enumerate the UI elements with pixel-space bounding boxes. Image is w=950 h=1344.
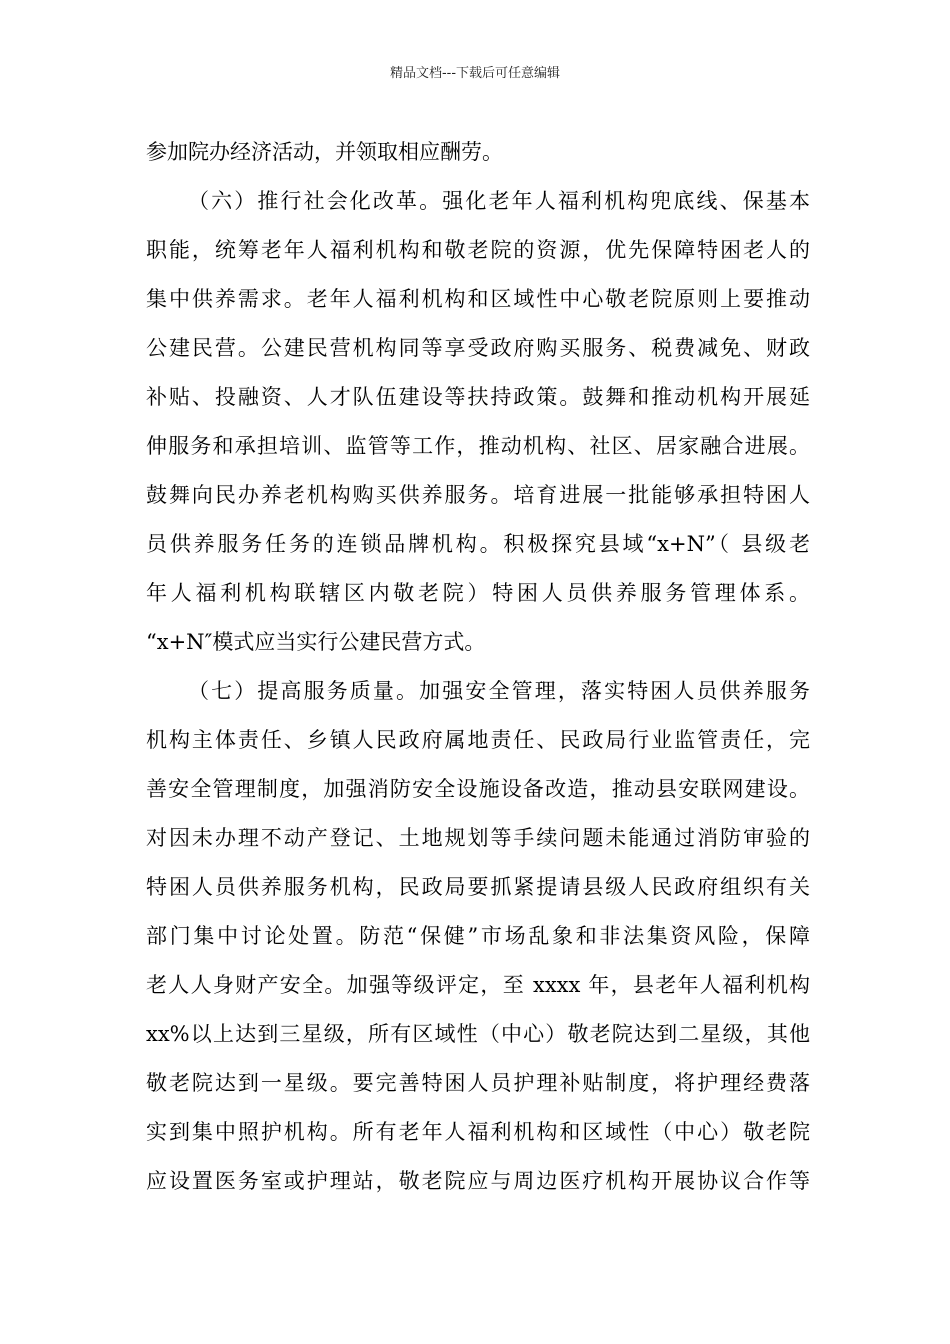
text-line: 部门集中讨论处置。防范“保健”市场乱象和非法集资风险，保障 [146, 924, 810, 948]
text-line: 参加院办经济活动，并领取相应酬劳。 [146, 140, 503, 164]
text-line: 年人福利机构联辖区内敬老院）特困人员供养服务管理体系。 [146, 581, 810, 605]
paragraph-seven-start: （七）提高服务质量。加强安全管理，落实特困人员供养服务 [188, 679, 810, 703]
text-line: 伸服务和承担培训、监管等工作，推动机构、社区、居家融合进展。 [146, 434, 810, 458]
text-line: xx%以上达到三星级，所有区域性（中心）敬老院达到二星级，其他 [146, 1022, 810, 1046]
text-line: 集中供养需求。老年人福利机构和区域性中心敬老院原则上要推动 [146, 287, 810, 311]
page-header: 精品文档---下载后可任意编辑 [389, 66, 561, 81]
text-line: 善安全管理制度，加强消防安全设施设备改造，推动县安联网建设。 [146, 777, 810, 801]
text-line: 鼓舞向民办养老机构购买供养服务。培育进展一批能够承担特困人 [146, 483, 810, 507]
text-line: “x+N″模式应当实行公建民营方式。 [146, 630, 486, 654]
document-body [146, 128, 810, 1206]
text-line: 特困人员供养服务机构，民政局要抓紧提请县级人民政府组织有关 [146, 875, 810, 899]
text-line: 实到集中照护机构。所有老年人福利机构和区域性（中心）敬老院 [146, 1120, 810, 1144]
text-line: 敬老院达到一星级。要完善特困人员护理补贴制度，将护理经费落 [146, 1071, 810, 1095]
paragraph-six-start: （六）推行社会化改革。强化老年人福利机构兜底线、保基本 [188, 189, 810, 213]
text-line: 职能，统筹老年人福利机构和敬老院的资源，优先保障特困老人的 [146, 238, 810, 262]
text-line: 补贴、投融资、人才队伍建设等扶持政策。鼓舞和推动机构开展延 [146, 385, 810, 409]
text-line: 对因未办理不动产登记、土地规划等手续问题未能通过消防审验的 [146, 826, 810, 850]
text-line: 公建民营。公建民营机构同等享受政府购买服务、税费减免、财政 [146, 336, 810, 360]
text-line: 机构主体责任、乡镇人民政府属地责任、民政局行业监管责任，完 [146, 728, 810, 752]
text-line: 员供养服务任务的连锁品牌机构。积极探究县域“x+N”（ 县级老 [146, 532, 810, 556]
text-line: 应设置医务室或护理站，敬老院应与周边医疗机构开展协议合作等 [146, 1169, 810, 1193]
text-line: 老人人身财产安全。加强等级评定，至 xxxx 年，县老年人福利机构 [146, 973, 810, 997]
